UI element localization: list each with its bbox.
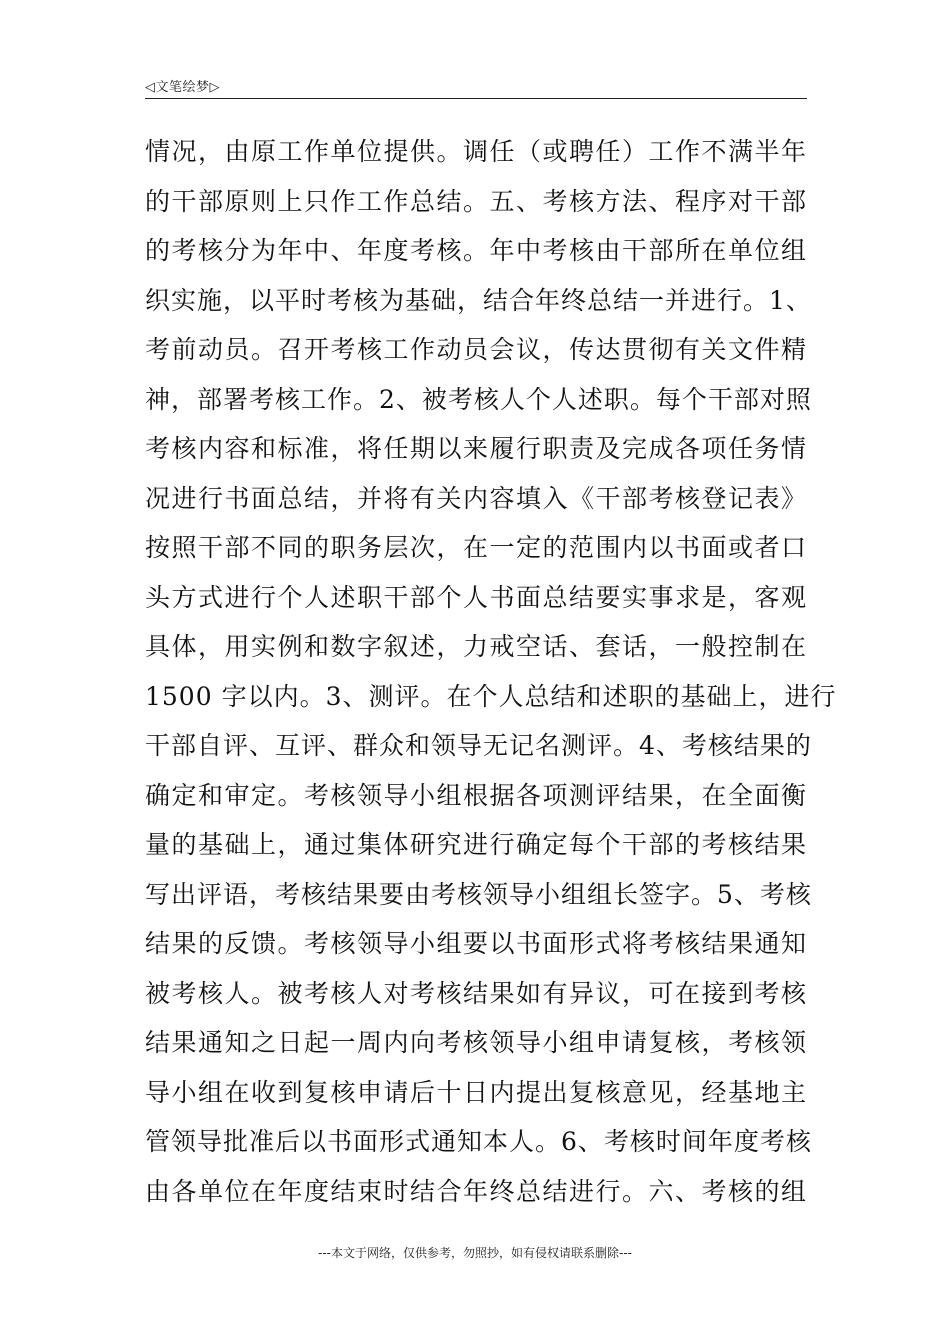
text-line: 头方式进行个人述职干部个人书面总结要实事求是，客观 bbox=[145, 582, 807, 612]
page-footer-disclaimer: ---本文于网络，仅供参考，勿照抄，如有侵权请联系删除--- bbox=[318, 1246, 632, 1260]
text-line: 的考核分为年中、年度考核。年中考核由干部所在单位组 bbox=[145, 236, 807, 265]
text-line: 织实施，以平时考核为基础，结合年终总结一并进行。1、 bbox=[145, 285, 812, 315]
text-line: 况进行书面总结，并将有关内容填入《干部考核登记表》 bbox=[145, 483, 807, 513]
text-line: 写出评语，考核结果要由考核领导小组组长签字。5、考核 bbox=[145, 879, 812, 909]
text-line: 量的基础上，通过集体研究进行确定每个干部的考核结果 bbox=[145, 830, 807, 859]
text-line: 管领导批准后以书面形式通知本人。6、考核时间年度考核 bbox=[145, 1127, 812, 1156]
document-body bbox=[145, 127, 837, 1216]
text-line: 1500 字以内。3、测评。在个人总结和述职的基础上，进行 bbox=[145, 681, 837, 711]
page-header bbox=[145, 74, 807, 99]
text-line: 情况，由原工作单位提供。调任（或聘任）工作不满半年 bbox=[145, 137, 807, 166]
text-line: 被考核人。被考核人对考核结果如有异议，可在接到考核 bbox=[145, 978, 807, 1008]
text-line: 确定和审定。考核领导小组根据各项测评结果，在全面衡 bbox=[145, 780, 807, 810]
text-line: 结果通知之日起一周内向考核领导小组申请复核，考核领 bbox=[145, 1028, 807, 1057]
text-line: 考前动员。召开考核工作动员会议，传达贯彻有关文件精 bbox=[145, 335, 807, 364]
text-line: 由各单位在年度结束时结合年终总结进行。六、考核的组 bbox=[145, 1176, 807, 1206]
text-line: 的干部原则上只作工作总结。五、考核方法、程序对干部 bbox=[145, 186, 807, 216]
text-line: 考核内容和标准，将任期以来履行职责及完成各项任务情 bbox=[145, 434, 807, 463]
text-line: 具体，用实例和数字叙述，力戒空话、套话，一般控制在 bbox=[145, 632, 807, 661]
text-line: 导小组在收到复核申请后十日内提出复核意见，经基地主 bbox=[145, 1077, 807, 1107]
text-line: 结果的反馈。考核领导小组要以书面形式将考核结果通知 bbox=[145, 929, 807, 958]
text-line: 按照干部不同的职务层次，在一定的范围内以书面或者口 bbox=[145, 533, 807, 562]
text-line: 干部自评、互评、群众和领导无记名测评。4、考核结果的 bbox=[145, 731, 812, 760]
header-title: ◁文笔绘梦▷ bbox=[145, 80, 220, 95]
text-line: 神，部署考核工作。2、被考核人个人述职。每个干部对照 bbox=[145, 384, 812, 414]
